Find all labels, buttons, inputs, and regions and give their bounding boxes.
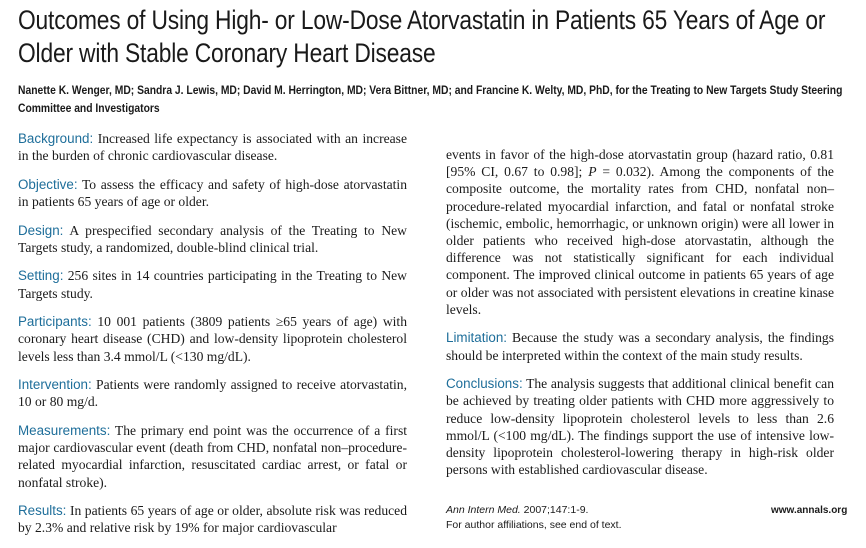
intervention-heading: Intervention: bbox=[18, 377, 92, 393]
results-text-continued-b: = 0.032). Among the components of the composite outcome, the mortality rates from CHD, nonfatal non–procedure-related myocardial infarction, and fatal or nonfatal stroke (ischemic, embolic, hemorrhagic, or unknown origin) were all lower in older patients who received high-dose atorvastatin, although the difference was not statistically significant for each individual component. The improved clinical outcome in patients 65 years of age or older was not associated with persistent elevations in creatine kinase levels. bbox=[446, 164, 834, 317]
results-text-start: In patients 65 years of age or older, absolute risk was reduced by 2.3% and relative risk by 19% for major cardiovascular bbox=[18, 503, 407, 536]
abstract-limitation bbox=[446, 329, 834, 363]
results-text-continued-a: events in favor of the high-dose atorvastatin group (hazard ratio, 0.81 [95% CI, 0.67 to 0.98]; bbox=[446, 147, 834, 180]
abstract-measurements bbox=[18, 422, 407, 491]
affiliations-note: For author affiliations, see end of text. bbox=[446, 519, 622, 531]
abstract-participants bbox=[18, 313, 407, 365]
abstract-background bbox=[18, 130, 407, 164]
abstract-design bbox=[18, 222, 407, 256]
background-text: Increased life expectancy is associated with an increase in the burden of chronic cardiovascular disease. bbox=[18, 131, 407, 164]
p-value-symbol: P bbox=[588, 164, 597, 180]
background-heading: Background: bbox=[18, 131, 94, 146]
intervention-text: Patients were randomly assigned to receive atorvastatin, 10 or 80 mg/d. bbox=[18, 377, 407, 410]
abstract-left-column bbox=[18, 130, 407, 548]
limitation-heading: Limitation: bbox=[446, 330, 508, 346]
objective-heading: Objective: bbox=[18, 176, 78, 192]
abstract-results-continued bbox=[446, 146, 834, 318]
article-title: Outcomes of Using High- or Low-Dose Atorvastatin in Patients 65 Years of Age or Older with Stable Coronary Heart Disease bbox=[18, 5, 826, 68]
results-heading: Results: bbox=[18, 503, 67, 519]
author-list: Nanette K. Wenger, MD; Sandra J. Lewis, MD; David M. Herrington, MD; Vera Bittner, MD; and Francine K. Welty, MD, PhD, for the Treating to New Targets Study Steering Committee and Investigators bbox=[18, 83, 843, 115]
abstract-intervention bbox=[18, 376, 407, 410]
citation-block bbox=[446, 503, 622, 533]
participants-text: 10 001 patients (3809 patients ≥65 years of age) with coronary heart disease (CHD) and low-density lipoprotein cholesterol levels less than 3.4 mmol/L (<130 mg/dL). bbox=[18, 314, 408, 364]
measurements-heading: Measurements: bbox=[18, 422, 111, 438]
abstract-conclusions bbox=[446, 375, 834, 478]
setting-heading: Setting: bbox=[18, 268, 64, 284]
setting-text: 256 sites in 14 countries participating in the Treating to New Targets study. bbox=[18, 268, 407, 301]
design-heading: Design: bbox=[18, 222, 64, 238]
abstract-right-column bbox=[446, 146, 834, 490]
objective-text: To assess the efficacy and safety of high-dose atorvastatin in patients 65 years of age or older. bbox=[18, 176, 408, 209]
participants-heading: Participants: bbox=[18, 314, 92, 330]
journal-citation bbox=[446, 503, 622, 518]
abstract-results-start bbox=[18, 502, 407, 536]
conclusions-heading: Conclusions: bbox=[446, 376, 523, 392]
measurements-text: The primary end point was the occurrence of a first major cardiovascular event (death from CHD, nonfatal non–procedure-related myocardial infarction, resuscitated cardiac arrest, or fatal or nonfatal stroke). bbox=[18, 422, 408, 490]
abstract-objective bbox=[18, 176, 407, 210]
design-text: A prespecified secondary analysis of the Treating to New Targets study, a randomized, double-blind clinical trial. bbox=[18, 222, 407, 255]
website-url: www.annals.org bbox=[771, 505, 848, 516]
journal-name: Ann Intern Med. bbox=[446, 504, 521, 516]
journal-reference: 2007;147:1-9. bbox=[523, 504, 589, 516]
abstract-setting bbox=[18, 267, 407, 301]
conclusions-text: The analysis suggests that additional clinical benefit can be achieved by treating older patients with CHD more aggressively to reduce low-density lipoprotein cholesterol levels to less than 2.6 mmol/L (<100 mg/dL). The findings support the use of intensive low-density lipoprotein cholesterol-lowering therapy in high-risk older persons with established cardiovascular disease. bbox=[446, 376, 834, 478]
limitation-text: Because the study was a secondary analysis, the findings should be interpreted within the context of the main study results. bbox=[446, 330, 834, 363]
